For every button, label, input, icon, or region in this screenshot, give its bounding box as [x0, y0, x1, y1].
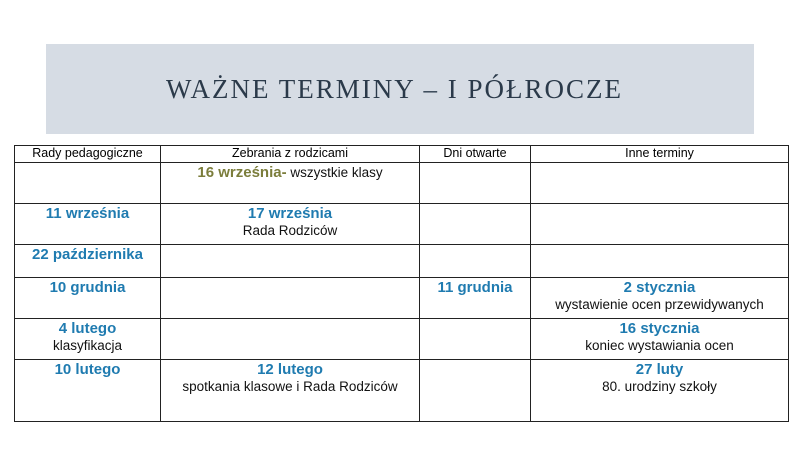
page-title: WAŻNE TERMINY – I PÓŁROCZE [166, 73, 623, 104]
table-cell [531, 163, 789, 204]
table-cell [15, 319, 161, 360]
event-date: 10 lutego [54, 361, 121, 378]
event-description: wszystkie klasy [286, 165, 383, 180]
event-date: 16 września- [197, 164, 287, 181]
column-header-dni-otwarte: Dni otwarte [420, 146, 531, 163]
table-cell [15, 360, 161, 422]
table-cell [161, 245, 420, 278]
table-cell [420, 278, 531, 319]
event-date: 11 grudnia [437, 279, 513, 296]
table-cell [161, 278, 420, 319]
table-cell [15, 163, 161, 204]
table-cell [15, 204, 161, 245]
table-row [15, 278, 789, 319]
event-date: 16 stycznia [619, 320, 700, 337]
column-header-inne: Inne terminy [531, 146, 789, 163]
table-cell [420, 360, 531, 422]
column-header-rady: Rady pedagogiczne [15, 146, 161, 163]
event-description: Rada Rodziców [242, 223, 338, 238]
table-cell [420, 163, 531, 204]
event-description: klasyfikacja [52, 338, 123, 353]
event-description: 80. urodziny szkoły [602, 379, 717, 394]
table-cell [15, 245, 161, 278]
table-cell [161, 204, 420, 245]
schedule-table [14, 145, 789, 422]
event-date: 12 lutego [257, 361, 323, 378]
event-description: spotkania klasowe i Rada Rodziców [182, 379, 398, 394]
event-date: 22 października [32, 246, 143, 263]
table-row [15, 163, 789, 204]
table-cell [161, 163, 420, 204]
table-row [15, 204, 789, 245]
table-cell [15, 278, 161, 319]
table-row [15, 245, 789, 278]
table-cell [531, 278, 789, 319]
event-date: 2 stycznia [623, 279, 696, 296]
table-row [15, 319, 789, 360]
table-header-row [15, 146, 789, 163]
table-cell [161, 360, 420, 422]
event-date: 11 września [45, 205, 130, 222]
event-date: 4 lutego [58, 320, 117, 337]
title-banner [46, 44, 754, 134]
table-cell [420, 204, 531, 245]
table-cell [531, 245, 789, 278]
column-header-zebrania: Zebrania z rodzicami [161, 146, 420, 163]
event-date: 27 luty [635, 361, 684, 378]
table-cell [531, 204, 789, 245]
event-date: 17 września [247, 205, 333, 222]
event-date: 10 grudnia [49, 279, 126, 296]
table-cell [531, 360, 789, 422]
event-description: wystawienie ocen przewidywanych [555, 297, 764, 312]
table-cell [420, 245, 531, 278]
table-cell [161, 319, 420, 360]
table-row [15, 360, 789, 422]
table-cell [420, 319, 531, 360]
table-cell [531, 319, 789, 360]
event-description: koniec wystawiania ocen [585, 338, 734, 353]
